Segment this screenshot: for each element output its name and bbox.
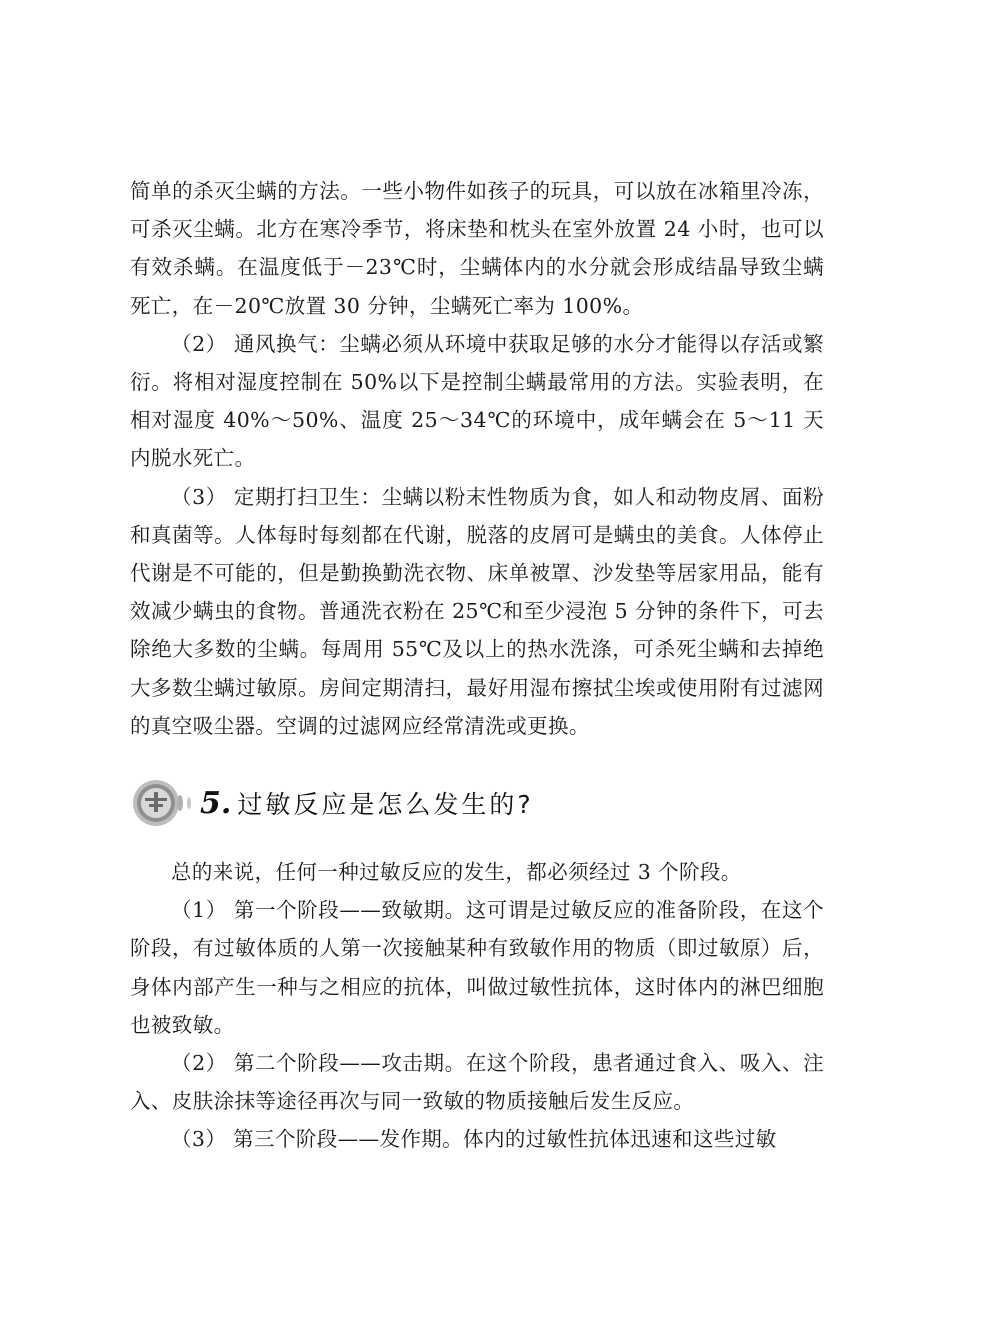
section-heading	[130, 771, 824, 835]
paragraph-intro: 总的来说，任何一种过敏反应的发生，都必须经过 3 个阶段。	[171, 860, 742, 885]
paragraph-stage-1: （1） 第一个阶段——致敏期。这可谓是过敏反应的准备阶段，在这个阶段，有过敏体质的人第一次接触某种有致敏作用的物质（即过敏原）后，身体内部产生一种与之相应的抗体，叫做过敏性抗体，这时体内的淋巴细胞也被致敏。	[130, 898, 824, 1037]
question-badge-icon	[130, 776, 196, 830]
document-page	[130, 172, 824, 1159]
paragraph-cleaning: （3） 定期打扫卫生：尘螨以粉末性物质为食，如人和动物皮屑、面粉和真菌等。人体每时每刻都在代谢，脱落的皮屑可是螨虫的美食。人体停止代谢是不可能的，但是勤换勤洗衣物、床单被罩、沙发垫等居家用品，能有效减少螨虫的食物。普通洗衣粉在 25℃和至少浸泡 5 分钟的条件下，可去除绝大多数的尘螨。每周用 55℃及以上的热水洗涤，可杀死尘螨和去掉绝大多数尘螨过敏原。房间定期清扫，最好用湿布擦拭尘埃或使用附有过滤网的真空吸尘器。空调的过滤网应经常清洗或更换。	[130, 484, 824, 738]
section-title-text: 过敏反应是怎么发生的?	[237, 790, 534, 820]
paragraph-stage-3: （3） 第三个阶段——发作期。体内的过敏性抗体迅速和这些过敏	[171, 1127, 777, 1152]
section-title	[200, 785, 534, 821]
section-number: 5.	[200, 786, 232, 822]
paragraph-stage-2: （2） 第二个阶段——攻击期。在这个阶段，患者通过食入、吸入、注入、皮肤涂抹等途径再次与同一致敏的物质接触后发生反应。	[130, 1051, 824, 1114]
paragraph-ventilation: （2） 通风换气：尘螨必须从环境中获取足够的水分才能得以存活或繁衍。将相对湿度控制在 50%以下是控制尘螨最常用的方法。实验表明，在相对湿度 40%～50%、温度 25～34℃的环境中，成年螨会在 5～11 天内脱水死亡。	[130, 331, 824, 471]
paragraph-continuation: 简单的杀灭尘螨的方法。一些小物件如孩子的玩具，可以放在冰箱里冷冻，可杀灭尘螨。北方在寒冷季节，将床垫和枕头在室外放置 24 小时，也可以有效杀螨。在温度低于－23℃时，尘螨体内的水分就会形成结晶导致尘螨死亡，在－20℃放置 30 分钟，尘螨死亡率为 100%。	[130, 179, 824, 318]
